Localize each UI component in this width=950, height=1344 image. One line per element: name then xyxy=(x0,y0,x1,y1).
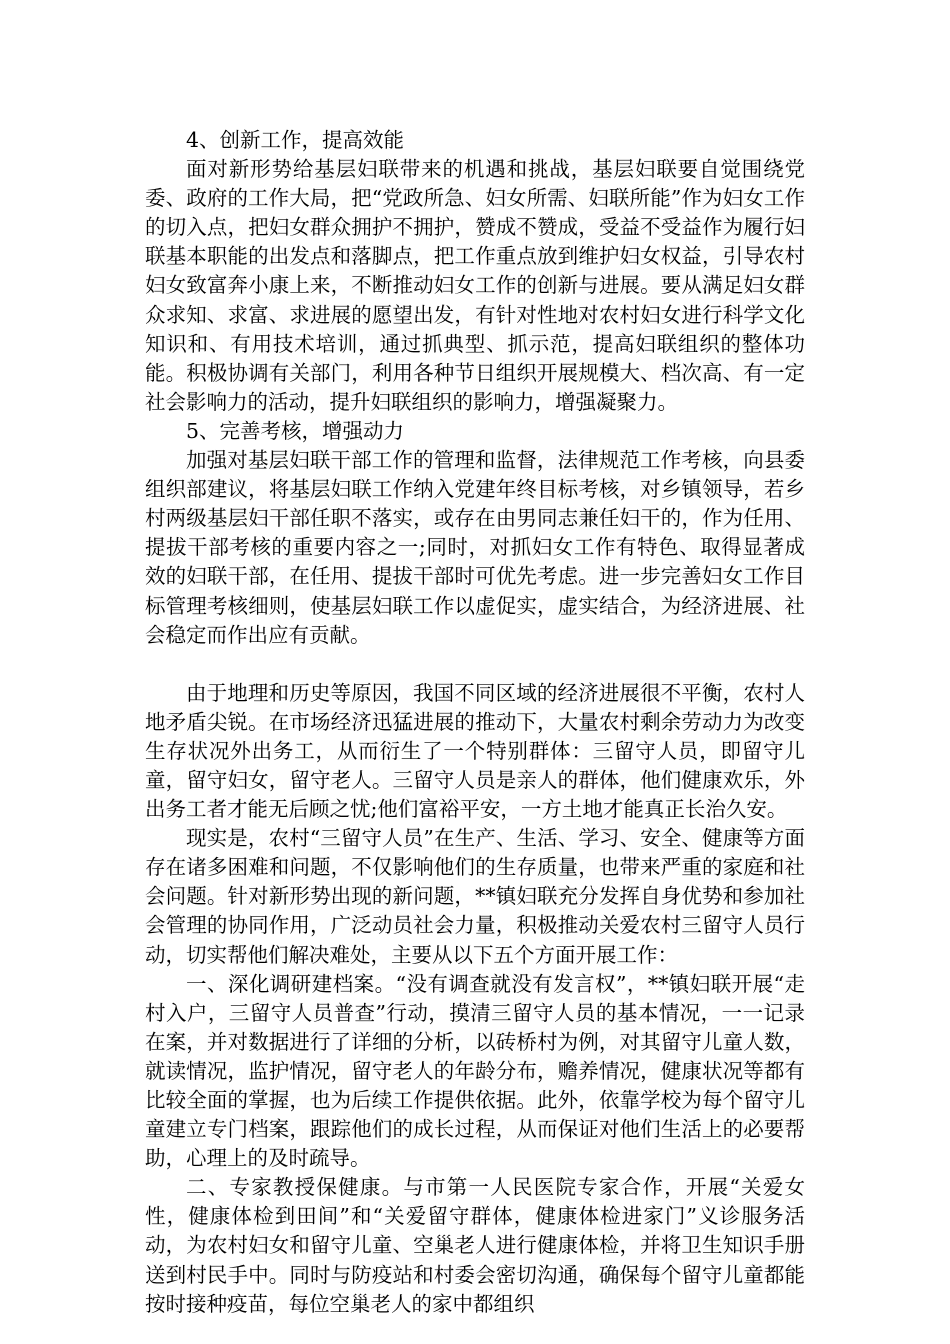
paragraph-reality: 现实是，农村“三留守人员”在生产、生活、学习、安全、健康等方面存在诸多困难和问题，不仅影响他们的生存质量，也带来严重的家庭和社会问题。针对新形势出现的新问题，**镇妇联充分发挥自身优势和参加社会管理的协同作用，广泛动员社会力量，积极推动关爱农村三留守人员行动，切实帮他们解决难处，主要从以下五个方面开展工作： xyxy=(145,826,805,967)
section-heading-assessment: 5、完善考核，增强动力 xyxy=(186,418,405,443)
document-body xyxy=(145,126,805,1319)
paragraph-point-two: 二、专家教授保健康。与市第一人民医院专家合作，开展“关爱女性，健康体检到田间”和“关爱留守群体，健康体检进家门”义诊服务活动，为农村妇女和留守儿童、空巢老人进行健康体检，并将卫生知识手册送到村民手中。同时与防疫站和村委会密切沟通，确保每个留守儿童都能按时接种疫苗，每位空巢老人的家中都组织 xyxy=(145,1175,805,1316)
paragraph-background: 由于地理和历史等原因，我国不同区域的经济进展很不平衡，农村人地矛盾尖锐。在市场经济迅猛进展的推动下，大量农村剩余劳动力为改变生存状况外出务工，从而衍生了一个特别群体：三留守人员，即留守儿童，留守妇女，留守老人。三留守人员是亲人的群体，他们健康欢乐，外出务工者才能无后顾之忧;他们富裕平安，一方土地才能真正长治久安。 xyxy=(145,680,805,822)
paragraph-point-one: 一、深化调研建档案。“没有调查就没有发言权”，**镇妇联开展“走村入户，三留守人员普查”行动，摸清三留守人员的基本情况，一一记录在案，并对数据进行了详细的分析，以砖桥村为例，对其留守儿童人数，就读情况，监护情况，留守老人的年龄分布，赡养情况，健康状况等都有比较全面的掌握，也为后续工作提供依据。此外，依靠学校为每个留守儿童建立专门档案，跟踪他们的成长过程，从而保证对他们生活上的必要帮助，心理上的及时疏导。 xyxy=(145,971,805,1171)
section-heading-innovation: 4、创新工作，提高效能 xyxy=(186,128,405,152)
paragraph-assessment: 加强对基层妇联干部工作的管理和监督，法律规范工作考核，向县委组织部建议，将基层妇联工作纳入党建年终目标考核，对乡镇领导，若乡村两级基层妇干部任职不落实，或存在由男同志兼任妇干的，作为任用、提拔干部考核的重要内容之一;同时，对抓妇女工作有特色、取得显著成效的妇联干部，在任用、提拔干部时可优先考虑。进一步完善妇女工作目标管理考核细则，使基层妇联工作以虚促实，虚实结合，为经济进展、社会稳定而作出应有贡献。 xyxy=(145,448,805,647)
paragraph-innovation: 面对新形势给基层妇联带来的机遇和挑战，基层妇联要自觉围绕党委、政府的工作大局，把“党政所急、妇女所需、妇联所能”作为妇女工作的切入点，把妇女群众拥护不拥护，赞成不赞成，受益不受益作为履行妇联基本职能的出发点和落脚点，把工作重点放到维护妇女权益，引导农村妇女致富奔小康上来，不断推动妇女工作的创新与进展。要从满足妇女群众求知、求富、求进展的愿望出发，有针对性地对农村妇女进行科学文化知识和、有用技术培训，通过抓典型、抓示范，提高妇联组织的整体功能。积极协调有关部门，利用各种节日组织开展规模大、档次高、有一定社会影响力的活动，提升妇联组织的影响力，增强凝聚力。 xyxy=(145,157,805,414)
paragraph-spacer xyxy=(145,650,805,679)
